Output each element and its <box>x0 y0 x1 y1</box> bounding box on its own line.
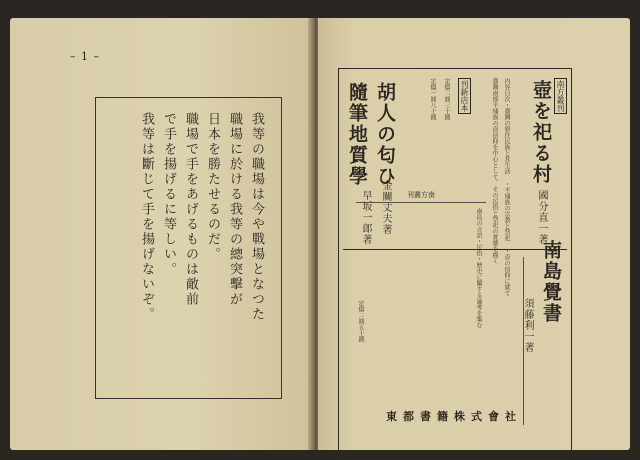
section-divider <box>343 249 567 250</box>
book-author: 早坂一郎著 <box>360 190 371 245</box>
book-author: 須藤利一著 <box>522 298 533 353</box>
book-author: 金關丈夫著 <box>380 180 391 235</box>
book-author: 國分直一著 <box>536 190 547 245</box>
slogan-line: 我等は斷じて手を揚げないぞ。 <box>139 112 154 322</box>
book-title: 南島覺書 <box>540 240 562 324</box>
book-price: 定價二圓三十錢 <box>443 78 450 120</box>
publisher-name: 東都書籍株式會社 <box>386 410 522 423</box>
book-title: 胡人の匂ひ <box>374 82 396 187</box>
book-price: 定價一圓八十錢 <box>429 78 436 120</box>
page-number: – 1 – <box>70 50 100 63</box>
series-header: 刊叢方南 <box>356 190 486 203</box>
slogan-line: 職場で手をあげるものは敵前 <box>183 112 198 307</box>
slogan-line: 職場に於ける我等の總突擊が <box>227 112 242 307</box>
series-tag: 南方叢刊 <box>556 80 565 112</box>
slogan-line: で手を揚げるに等しい。 <box>161 112 176 277</box>
book-title: 隨筆地質學 <box>346 82 368 187</box>
book-title: 壺を祀る村 <box>530 80 552 185</box>
book-description: 南島の言語・民俗・歴史に關する論考を集む <box>475 208 482 328</box>
book-description: 内容目次・臺灣の原住民族と其生活 ・平埔族の宗教と祭祀 ・壺の信仰に就て <box>503 78 510 296</box>
book-description: 臺灣南部平埔族の壺信仰を中心として、その民俗と祭祀の實態を描く <box>491 78 498 264</box>
slogan-text <box>135 112 267 380</box>
slogan-box <box>95 97 282 399</box>
slogan-line: 我等の職場は今や戰場となつた <box>249 112 264 322</box>
series-tag: 刊新店本 <box>460 80 469 112</box>
slogan-line: 日本を勝たせるのだ。 <box>205 112 220 262</box>
book-price: 定價二圓五十錢 <box>357 300 364 342</box>
